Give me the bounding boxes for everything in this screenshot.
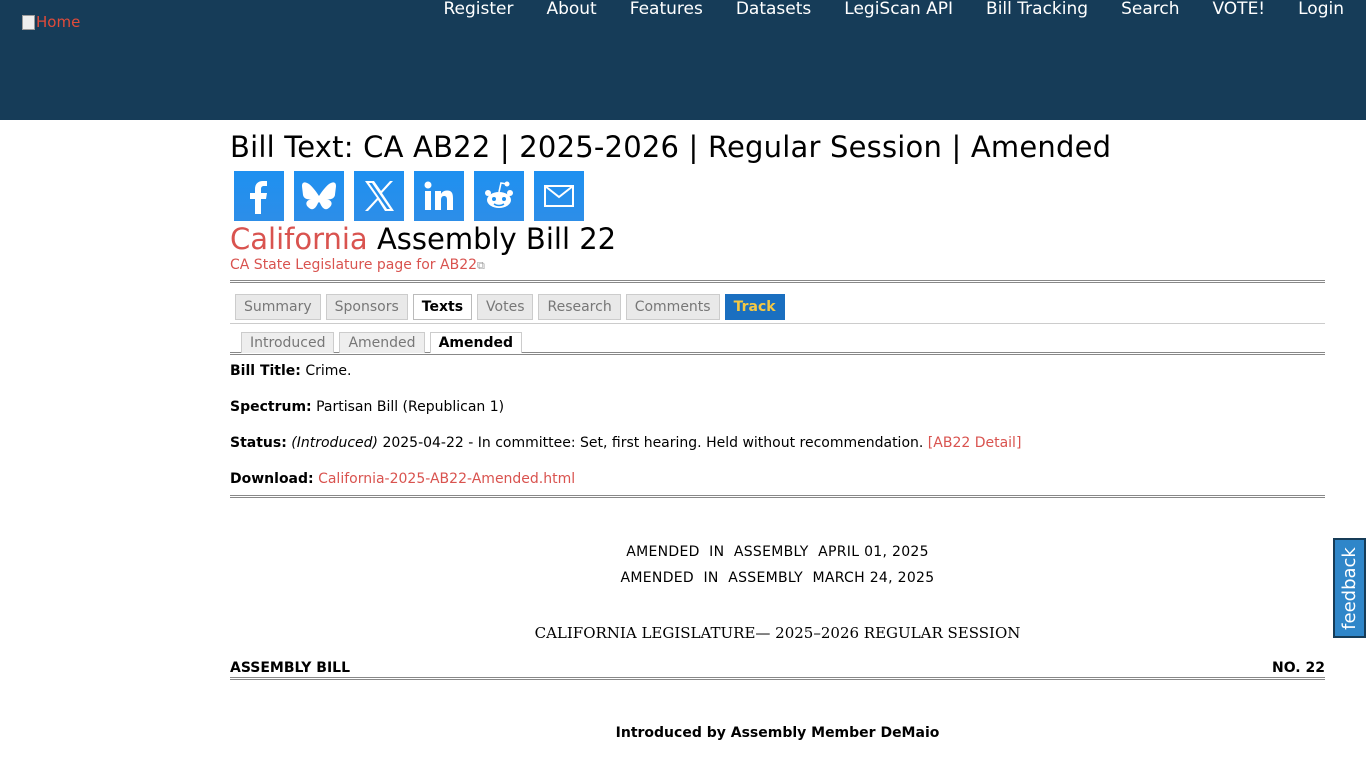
subtab-amended-1[interactable]: Amended	[339, 332, 424, 353]
status-value: 2025-04-22 - In committee: Set, first hearing. Held without recommendation.	[382, 435, 924, 451]
divider	[230, 280, 1325, 283]
subtab-introduced[interactable]: Introduced	[241, 332, 334, 353]
spectrum-label: Spectrum:	[230, 399, 312, 415]
spectrum-row	[230, 398, 1325, 416]
divider	[230, 677, 1325, 680]
facebook-icon[interactable]	[234, 171, 284, 221]
nav-register[interactable]: Register	[443, 0, 514, 19]
nav-bill-tracking[interactable]: Bill Tracking	[986, 0, 1089, 19]
home-logo-link[interactable]	[21, 13, 80, 31]
top-nav	[410, 0, 1344, 18]
divider	[230, 495, 1325, 498]
state-name: California	[230, 222, 368, 256]
download-link[interactable]: California-2025-AB22-Amended.html	[318, 471, 576, 487]
text-version-tabs	[241, 332, 1325, 353]
page-title: Bill Text: CA AB22 | 2025-2026 | Regular Session | Amended	[230, 130, 1112, 164]
reddit-icon[interactable]	[474, 171, 524, 221]
state-legislature-link[interactable]	[230, 257, 1325, 273]
bill-detail-link[interactable]: [AB22 Detail]	[927, 435, 1022, 451]
introduced-by: Introduced by Assembly Member DeMaio	[615, 725, 940, 741]
external-link-icon: ⧉	[477, 259, 485, 272]
bill-number: NO. 22	[1272, 660, 1325, 676]
nav-login[interactable]: Login	[1298, 0, 1344, 19]
bill-title-row	[230, 362, 1325, 380]
tabs-divider	[230, 323, 1325, 324]
nav-about[interactable]: About	[546, 0, 597, 19]
tab-summary[interactable]: Summary	[235, 294, 321, 320]
site-header	[0, 0, 1366, 120]
tab-votes[interactable]: Votes	[477, 294, 533, 320]
assembly-bill-row	[230, 660, 1325, 676]
state-legislature-link-text: CA State Legislature page for AB22	[230, 257, 478, 273]
share-buttons	[234, 171, 1325, 221]
nav-datasets[interactable]: Datasets	[735, 0, 812, 19]
status-introduced: (Introduced)	[291, 435, 378, 451]
feedback-button[interactable]	[1333, 538, 1366, 638]
bill-title-value: Crime.	[305, 363, 352, 379]
nav-search[interactable]: Search	[1121, 0, 1180, 19]
home-logo-alt: Home	[36, 13, 81, 31]
nav-legiscan-api[interactable]: LegiScan API	[844, 0, 954, 19]
status-row	[230, 434, 1325, 452]
tab-research[interactable]: Research	[538, 294, 620, 320]
bill-document	[230, 539, 1325, 741]
download-row	[230, 470, 1325, 488]
broken-image-icon	[21, 14, 35, 30]
tab-sponsors[interactable]: Sponsors	[326, 294, 408, 320]
session-heading: CALIFORNIA LEGISLATURE— 2025–2026 REGULAR SESSION	[534, 624, 1021, 642]
assembly-bill-label: ASSEMBLY BILL	[230, 660, 351, 676]
tab-comments[interactable]: Comments	[626, 294, 720, 320]
email-icon[interactable]	[534, 171, 584, 221]
amended-date-1: AMENDED IN ASSEMBLY APRIL 01, 2025	[626, 544, 929, 560]
nav-features[interactable]: Features	[629, 0, 703, 19]
amended-date-2: AMENDED IN ASSEMBLY MARCH 24, 2025	[620, 570, 935, 586]
bill-heading	[230, 222, 1325, 256]
subtab-amended-2[interactable]: Amended	[430, 332, 522, 353]
main-content	[230, 128, 1325, 741]
download-label: Download:	[230, 471, 314, 487]
x-icon[interactable]	[354, 171, 404, 221]
linkedin-icon[interactable]	[414, 171, 464, 221]
status-label: Status:	[230, 435, 287, 451]
nav-vote[interactable]: VOTE!	[1212, 0, 1266, 19]
tab-texts[interactable]: Texts	[413, 294, 472, 320]
spectrum-value: Partisan Bill (Republican 1)	[316, 399, 505, 415]
bill-title-label: Bill Title:	[230, 363, 301, 379]
bill-tabs	[235, 294, 1325, 320]
bluesky-icon[interactable]	[294, 171, 344, 221]
tab-track[interactable]: Track	[725, 294, 785, 320]
feedback-label: feedback	[1339, 546, 1360, 630]
bill-name: Assembly Bill 22	[376, 222, 617, 256]
